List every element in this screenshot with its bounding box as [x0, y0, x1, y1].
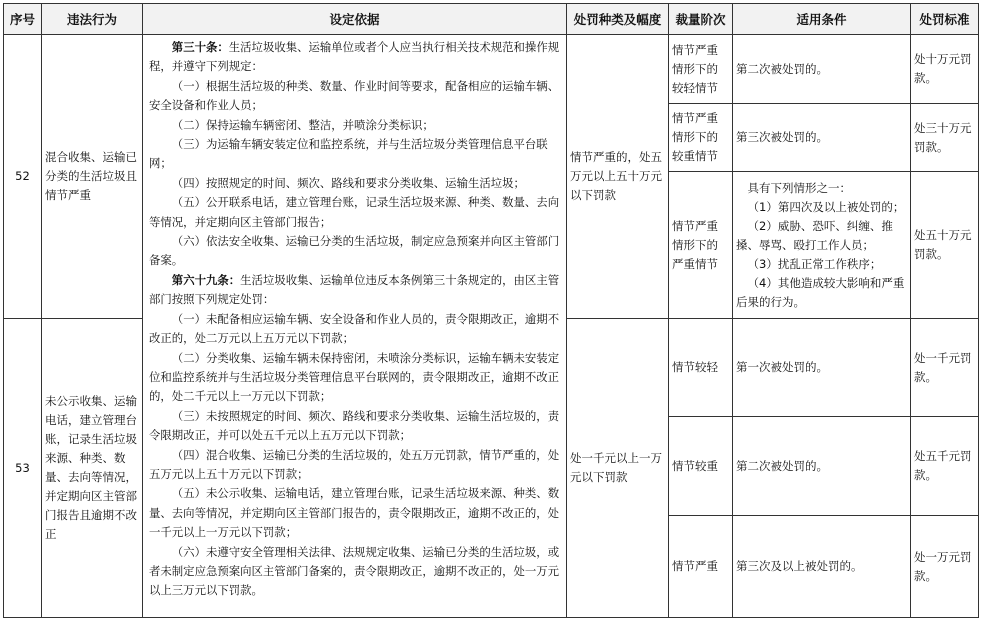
header-violation: 违法行为	[42, 4, 143, 35]
discretion-cell: 情节严重	[669, 516, 733, 618]
condition-line: （3）扰乱正常工作秩序；	[747, 256, 882, 271]
standard-cell: 处三十万元罚款。	[911, 104, 979, 172]
article-30-item: （四）按照规定的时间、频次、路线和要求分类收集、运输生活垃圾；	[171, 175, 525, 190]
article-69-item: （四）混合收集、运输已分类的生活垃圾的，处五万元罚款，情节严重的，处五万元以上五十万元以下罚款；	[149, 447, 560, 481]
discretion-cell: 情节严重情形下的较重情节	[669, 104, 733, 172]
article-69-item: （六）未遵守安全管理相关法律、法规规定收集、运输已分类的生活垃圾，或者未制定应急预案向区主管部门备案的，责令限期改正，逾期不改正的，处一万元以上三万元以下罚款。	[149, 544, 560, 598]
standard-cell: 处五千元罚款。	[911, 417, 979, 516]
penalty-range-cell: 处一千元以上一万元以下罚款	[567, 319, 669, 618]
violation-cell: 未公示收集、运输电话，建立管理台账，记录生活垃圾来源、种类、数量、去向等情况，并定期向区主管部门报告且逾期不改正	[42, 319, 143, 618]
standard-cell: 处十万元罚款。	[911, 35, 979, 104]
condition-cell	[733, 172, 911, 319]
discretion-cell: 情节较重	[669, 417, 733, 516]
penalty-table	[3, 3, 979, 618]
article-69-item: （二）分类收集、运输车辆未保持密闭，未喷涂分类标识，运输车辆未安装定位和监控系统并与生活垃圾分类管理信息平台联网的，责令限期改正，逾期不改正的，处二千元以上一万元以下罚款；	[149, 350, 560, 404]
condition-cell: 第三次被处罚的。	[733, 104, 911, 172]
violation-cell: 混合收集、运输已分类的生活垃圾且情节严重	[42, 35, 143, 319]
article-69-intro: 生活垃圾收集、运输单位违反本条例第三十条规定的，由区主管部门按照下列规定处罚：	[149, 272, 560, 307]
discretion-cell: 情节严重情形下的较轻情节	[669, 35, 733, 104]
header-no: 序号	[4, 4, 42, 35]
condition-cell: 第二次被处罚的。	[733, 417, 911, 516]
header-row	[4, 4, 979, 35]
condition-line: （2）威胁、恐吓、纠缠、推搡、辱骂、殴打工作人员；	[736, 218, 893, 252]
legal-basis-cell	[143, 35, 567, 618]
table-row	[4, 35, 979, 104]
condition-line: 具有下列情形之一：	[747, 180, 851, 195]
condition-list	[736, 179, 907, 312]
header-discretion: 裁量阶次	[669, 4, 733, 35]
article-69-item: （五）未公示收集、运输电话，建立管理台账，记录生活垃圾来源、种类、数量、去向等情况，并定期向区主管部门报告的，责令限期改正，逾期不改正的，处一千元以上一万元以下罚款；	[149, 486, 560, 540]
row-no: 53	[4, 319, 42, 618]
condition-line: （4）其他造成较大影响和严重后果的行为。	[736, 275, 905, 309]
condition-cell: 第一次被处罚的。	[733, 319, 911, 417]
article-30-item: （六）依法安全收集、运输已分类的生活垃圾，制定应急预案并向区主管部门备案。	[149, 234, 560, 268]
discretion-cell: 情节严重情形下的严重情节	[669, 172, 733, 319]
article-30-item: （一）根据生活垃圾的种类、数量、作业时间等要求，配备相应的运输车辆、安全设备和作业人员；	[149, 78, 560, 113]
row-no: 52	[4, 35, 42, 319]
standard-cell: 处一千元罚款。	[911, 319, 979, 417]
header-penalty-type: 处罚种类及幅度	[567, 4, 669, 35]
condition-cell: 第三次及以上被处罚的。	[733, 516, 911, 618]
article-69	[149, 271, 560, 310]
article-30-title: 第三十条：	[171, 40, 229, 54]
article-30-item: （二）保持运输车辆密闭、整洁，并喷涂分类标识；	[171, 117, 434, 132]
condition-line: （1）第四次及以上被处罚的；	[747, 199, 905, 214]
article-69-item: （三）未按照规定的时间、频次、路线和要求分类收集、运输生活垃圾的，责令限期改正，并可以处五千元以上五万元以下罚款；	[149, 408, 560, 443]
header-condition: 适用条件	[733, 4, 911, 35]
penalty-range-cell: 情节严重的，处五万元以上五十万元以下罚款	[567, 35, 669, 319]
article-30-item: （五）公开联系电话，建立管理台账，记录生活垃圾来源、种类、数量、去向等情况，并定期向区主管部门报告；	[149, 195, 560, 229]
article-30	[149, 38, 560, 77]
article-69-item: （一）未配备相应运输车辆、安全设备和作业人员的，责令限期改正，逾期不改正的，处二万元以上五万元以下罚款；	[149, 311, 560, 346]
header-standard: 处罚标准	[911, 4, 979, 35]
standard-cell: 处一万元罚款。	[911, 516, 979, 618]
article-30-intro: 生活垃圾收集、运输单位或者个人应当执行相关技术规范和操作规程，并遵守下列规定：	[149, 40, 560, 74]
condition-cell: 第二次被处罚的。	[733, 35, 911, 104]
discretion-cell: 情节较轻	[669, 319, 733, 417]
article-30-item: （三）为运输车辆安装定位和监控系统，并与生活垃圾分类管理信息平台联网；	[149, 137, 548, 171]
standard-cell: 处五十万元罚款。	[911, 172, 979, 319]
header-basis: 设定依据	[143, 4, 567, 35]
article-69-title: 第六十九条：	[171, 272, 241, 287]
